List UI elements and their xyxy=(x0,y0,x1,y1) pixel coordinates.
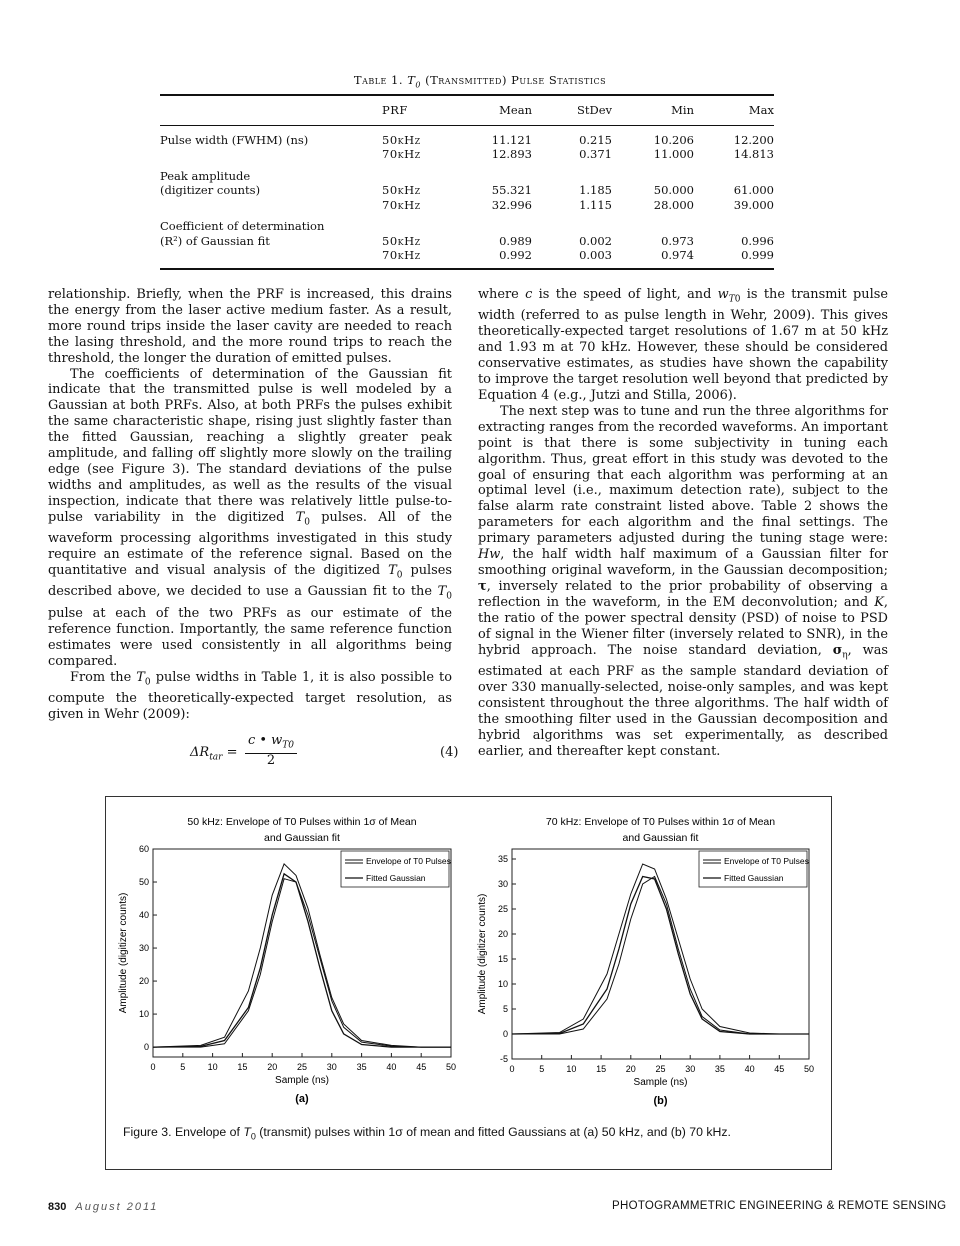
equation-4 xyxy=(190,733,460,773)
legend-label: Envelope of T0 Pulses xyxy=(366,856,451,866)
table-cell xyxy=(160,147,382,162)
table-cell: 61.000 xyxy=(733,183,774,197)
statistics-table xyxy=(160,94,774,270)
x-tick-label: 50 xyxy=(445,1062,457,1072)
table-cell: 0.215 xyxy=(579,132,612,147)
y-tick-label: 5 xyxy=(502,1004,508,1014)
x-tick-label: 45 xyxy=(416,1062,427,1072)
panel-tag: (b) xyxy=(653,1095,668,1107)
table-cell: 0.999 xyxy=(694,248,774,269)
paragraph: From the $T_0$ pulse widths in Table 1, it is also possible to compute the theoretically-expected target resolution, as given in Wehr (2009): xyxy=(48,669,452,722)
series-line xyxy=(512,877,809,1035)
chart-title: and Gaussian fit xyxy=(264,832,340,844)
footer-page-info xyxy=(48,1201,158,1213)
table-cell: 50.000 xyxy=(653,183,694,197)
x-tick-label: 25 xyxy=(296,1062,308,1072)
paragraph: relationship. Briefly, when the PRF is increased, this drains the energy from the laser active medium faster. As a result, more round trips inside the laser cavity are needed to reach the lasing threshold, and the more round trips to reach the threshold, the longer the duration of emitted pulses. xyxy=(48,287,452,366)
right-column xyxy=(478,287,888,759)
x-tick-label: 25 xyxy=(655,1064,666,1074)
table-cell xyxy=(160,248,382,269)
table-cell: (R²) of Gaussian fit xyxy=(160,233,270,248)
y-tick-label: 50 xyxy=(138,877,149,888)
table-cell: 28.000 xyxy=(653,197,694,212)
equation-number: (4) xyxy=(440,745,459,760)
y-tick-label: 30 xyxy=(497,879,508,889)
panel-tag: (a) xyxy=(295,1093,309,1105)
equation-numerator: c • $w_{T0}$ xyxy=(245,733,297,754)
table-cell: 32.996 xyxy=(491,197,532,212)
table-header-cell: Mean xyxy=(452,95,532,125)
issue-date: August 2011 xyxy=(75,1201,159,1213)
table-cell: 0.003 xyxy=(532,248,612,269)
y-tick-label: 10 xyxy=(497,979,508,989)
legend-label: Fitted Gaussian xyxy=(366,873,426,883)
table-cell xyxy=(452,212,532,234)
x-tick-label: 20 xyxy=(267,1062,278,1072)
table-row xyxy=(160,183,774,198)
x-tick-label: 40 xyxy=(386,1062,397,1072)
figure-caption: Figure 3. Envelope of $T_0$ (transmit) pulses within 1σ of mean and fitted Gaussians at (a) 50 kHz, and (b) 70 kHz. xyxy=(123,1125,731,1142)
table-cell: 0.992 xyxy=(452,248,532,269)
x-tick-label: 30 xyxy=(685,1064,696,1074)
table-header-cell: StDev xyxy=(532,95,612,125)
x-tick-label: 35 xyxy=(356,1062,367,1072)
x-tick-label: 35 xyxy=(714,1064,725,1074)
x-tick-label: 5 xyxy=(180,1062,186,1072)
chart-title: and Gaussian fit xyxy=(622,832,699,844)
table-cell: (digitizer counts) xyxy=(160,183,261,197)
x-tick-label: 45 xyxy=(774,1064,785,1074)
x-tick-label: 30 xyxy=(326,1062,337,1072)
series-line xyxy=(512,877,809,1035)
table-cell xyxy=(452,162,532,184)
table-cell: 50kHz xyxy=(382,183,421,197)
table-cell: 1.115 xyxy=(579,197,612,212)
table-caption: Table 1. $T_0$ (Transmitted) Pulse Statistics xyxy=(353,73,607,90)
y-tick-label: -5 xyxy=(499,1054,508,1064)
table-cell: 39.000 xyxy=(733,197,774,212)
table-header-cell: Max xyxy=(694,95,774,125)
y-tick-label: 20 xyxy=(497,929,508,939)
y-tick-label: 35 xyxy=(497,854,508,864)
figure-3 xyxy=(105,796,832,1170)
table-cell: 0.989 xyxy=(499,233,532,248)
y-tick-label: 20 xyxy=(138,976,149,987)
table-cell: 50kHz xyxy=(382,233,421,248)
table-row xyxy=(160,125,774,147)
figure-3-plots xyxy=(106,797,831,1117)
legend-label: Fitted Gaussian xyxy=(724,873,784,883)
x-tick-label: 10 xyxy=(566,1064,577,1074)
table-row xyxy=(160,147,774,162)
y-tick-label: 30 xyxy=(138,943,149,954)
x-tick-label: 0 xyxy=(150,1062,156,1072)
table-cell: 12.893 xyxy=(491,147,532,161)
x-axis-label: Sample (ns) xyxy=(633,1077,688,1088)
table-cell xyxy=(382,162,452,184)
table-row xyxy=(160,234,774,249)
table-cell xyxy=(532,162,612,184)
table-header-cell: Min xyxy=(612,95,694,125)
table-cell: 0.973 xyxy=(661,233,694,248)
y-tick-label: 10 xyxy=(138,1009,149,1020)
x-tick-label: 5 xyxy=(539,1064,545,1074)
table-cell: 70kHz xyxy=(382,248,452,269)
x-tick-label: 20 xyxy=(625,1064,636,1074)
x-tick-label: 0 xyxy=(509,1064,515,1074)
table-cell: 11.121 xyxy=(491,132,532,147)
table-cell xyxy=(694,162,774,184)
table-cell xyxy=(612,162,694,184)
table-cell: 70kHz xyxy=(382,147,421,161)
y-tick-label: 40 xyxy=(138,910,149,921)
table-row xyxy=(160,212,774,234)
table-header-cell xyxy=(160,95,382,125)
table-cell xyxy=(612,212,694,234)
table-cell: 0.002 xyxy=(579,233,612,248)
series-line xyxy=(153,864,451,1047)
table-cell xyxy=(532,212,612,234)
legend-label: Envelope of T0 Pulses xyxy=(724,856,809,866)
paragraph: The coefficients of determination of the Gaussian fit indicate that the transmitted pulse is well modeled by a Gaussian at both PRFs. Also, at both PRFs the pulses exhibit the same characteristic shape, rising just slightly faster than the fitted Gaussian, reaching a slightly greater peak amplitude, and falling off slightly more slowly on the trailing edge (see Figure 3). The standard deviations of the pulse widths and amplitudes, as well as the results of the visual inspection, indicate that there was relatively little pulse-to-pulse variability in the digitized $T_0$ pulses. All of the waveform processing algorithms investigated in this study require an estimate of the reference signal. Based on the quantitative and visual analysis of the digitized $T_0$ pulses described above, we decided to use a Gaussian fit to the $T_0$ pulse at each of the two PRFs as our estimate of the reference function. Importantly, the same reference function estimates were used consistently in all algorithms being compared. xyxy=(48,366,452,669)
table-cell: 55.321 xyxy=(491,183,532,197)
chart-title: 50 kHz: Envelope of T0 Pulses within 1σ of Mean xyxy=(187,816,417,828)
equation-lhs: $\Delta R_{tar}$ = xyxy=(190,745,238,763)
table-cell: Pulse width (FWHM) (ns) xyxy=(160,132,309,147)
page-number: 830 xyxy=(48,1201,67,1213)
y-tick-label: 15 xyxy=(497,954,508,964)
table-row xyxy=(160,162,774,184)
journal-name: PHOTOGRAMMETRIC ENGINEERING & REMOTE SENSING xyxy=(612,1200,947,1212)
left-column xyxy=(48,287,452,723)
table-cell: 50kHz xyxy=(382,132,421,147)
y-tick-label: 0 xyxy=(502,1029,508,1039)
table-header-row xyxy=(160,95,774,125)
table-cell: 0.371 xyxy=(579,147,612,161)
table-cell: 11.000 xyxy=(653,147,694,161)
y-tick-label: 60 xyxy=(138,844,149,854)
table-cell: 14.813 xyxy=(733,147,774,161)
y-tick-label: 0 xyxy=(143,1042,149,1053)
table-row xyxy=(160,248,774,269)
x-tick-label: 15 xyxy=(237,1062,248,1072)
x-tick-label: 15 xyxy=(596,1064,607,1074)
chart-title: 70 kHz: Envelope of T0 Pulses within 1σ of Mean xyxy=(545,816,776,828)
table-cell: 70kHz xyxy=(382,197,421,212)
x-axis-label: Sample (ns) xyxy=(275,1075,329,1086)
y-axis-label: Amplitude (digitizer counts) xyxy=(118,892,129,1014)
x-tick-label: 10 xyxy=(207,1062,218,1072)
table-header-cell: PRF xyxy=(382,95,452,125)
table-cell: 12.200 xyxy=(733,132,774,147)
x-tick-label: 40 xyxy=(744,1064,755,1074)
table-cell: 0.996 xyxy=(741,233,774,248)
y-tick-label: 25 xyxy=(497,904,508,914)
paragraph: The next step was to tune and run the three algorithms for extracting ranges from the recorded waveforms. An important point is that there is some subjectivity in tuning each algorithm. Thus, great effort in this study was devoted to the goal of ensuring that each algorithm was performing at an optimal level (i.e., maximum detection rate), subject to the false alarm rate constraint listed above. Table 2 shows the parameters for each algorithm and the final settings. The primary parameters adjusted during the tuning stage were: Hw, the half width half maximum of a Gaussian filter for smoothing original waveform, in the Gaussian decomposition; τ, inversely related to the prior probability of observing a reflection in the waveform, in the EM deconvolution; and K, the ratio of the power spectral density (PSD) of noise to PSD of signal in the Wiener filter (inversely related to SNR), in the hybrid approach. The noise standard deviation, $\sigma_\eta$, was estimated at each PRF as the sample standard deviation of over 330 manually-selected, noise-only samples, and was kept consistent throughout the three algorithms. The half width of the smoothing filter used in the Gaussian decomposition and hybrid algorithms was set experimentally, as described earlier, and thereafter kept constant. xyxy=(478,403,888,759)
table-cell: 0.974 xyxy=(612,248,694,269)
table-cell xyxy=(160,198,382,213)
table-cell: 1.185 xyxy=(579,183,612,197)
table-cell xyxy=(694,212,774,234)
equation-denominator: 2 xyxy=(266,753,276,768)
table-cell: Peak amplitude xyxy=(160,168,251,183)
table-cell xyxy=(382,212,452,234)
paragraph: where c is the speed of light, and $w_{T0}$ is the transmit pulse width (referred to as pulse length in Wehr, 2009). This gives theoretically-expected target resolutions of 1.67 m at 50 kHz and 1.93 m at 70 kHz. However, these should be considered conservative estimates, as studies have shown the capability to improve the target resolution well beyond that predicted by Equation 4 (e.g., Jutzi and Stilla, 2006). xyxy=(478,287,888,404)
table-row xyxy=(160,198,774,213)
series-line xyxy=(153,874,451,1047)
table-cell: 10.206 xyxy=(653,132,694,147)
y-axis-label: Amplitude (digitizer counts) xyxy=(477,893,488,1015)
x-tick-label: 50 xyxy=(803,1064,815,1074)
table-cell: Coefficient of determination xyxy=(160,219,325,233)
